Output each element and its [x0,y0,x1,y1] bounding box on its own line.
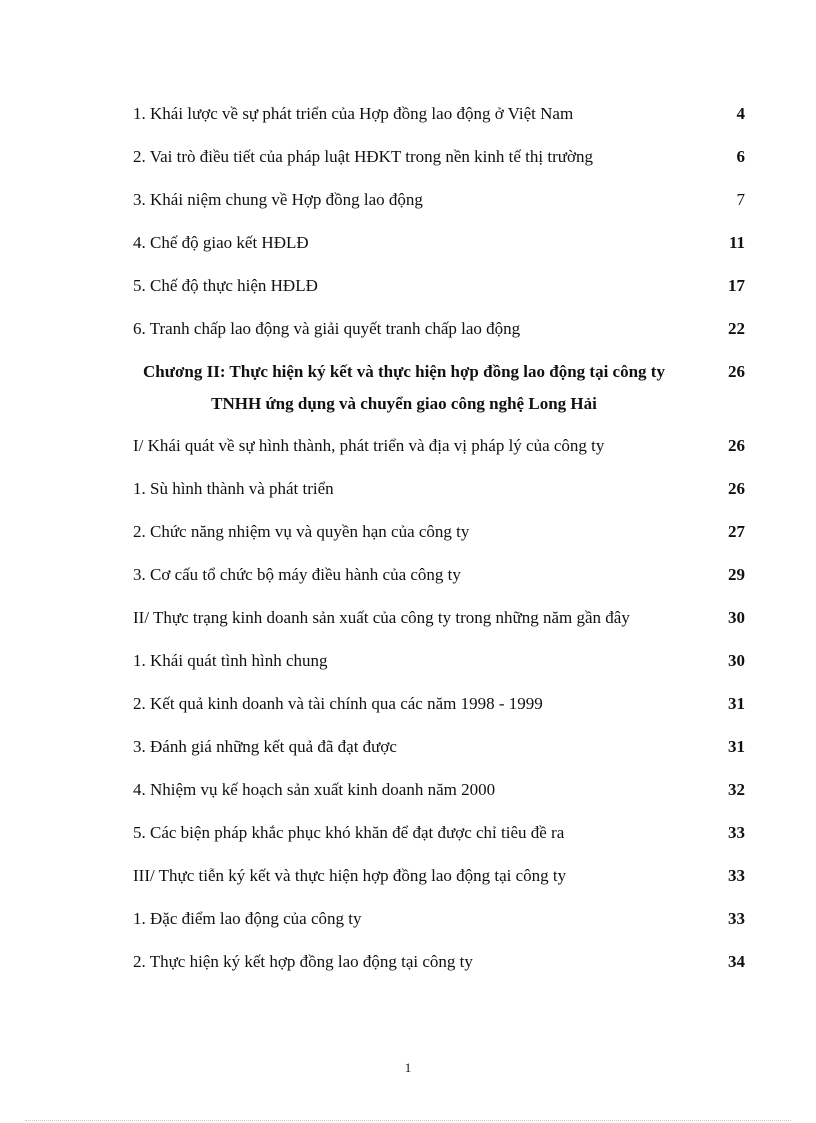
toc-entry-title: 5. Chế độ thực hiện HĐLĐ [133,276,318,295]
toc-entry-page: 31 [728,737,745,756]
toc-entry-title: 2. Vai trò điều tiết của pháp luật HĐKT trong nền kinh tế thị trường [133,147,593,166]
toc-entry-title: I/ Khái quát về sự hình thành, phát triển và địa vị pháp lý của công ty [133,436,605,455]
toc-entry-page: 11 [728,233,745,252]
toc-entry [133,860,745,892]
toc-entry [133,227,745,259]
toc-entry-page: 26 [728,362,745,381]
toc-entry [133,602,745,634]
toc-entry-page: 27 [728,522,745,541]
toc-entry [133,473,745,505]
toc-entry-page: 17 [728,276,745,295]
toc-entry [133,184,745,216]
toc-entry-title: 5. Các biện pháp khắc phục khó khăn để đạt được chỉ tiêu đề ra [133,823,565,842]
toc-entry [133,559,745,591]
toc-entry [133,141,745,173]
toc-entry-title: 3. Đánh giá những kết quả đã đạt được [133,737,397,756]
toc-entry [133,946,745,978]
toc-entry [133,817,745,849]
toc-entry-title: 2. Thực hiện ký kết hợp đồng lao động tại công ty [133,952,473,971]
toc-chapter-heading [133,356,745,420]
page-number: 1 [404,1060,412,1075]
toc-entry-page: 33 [728,909,745,928]
toc-entry-page: 31 [728,694,745,713]
toc-entry-title: 1. Đặc điểm lao động của công ty [133,909,362,928]
toc-entry [133,731,745,763]
toc-entry-title: 4. Nhiệm vụ kế hoạch sản xuất kinh doanh năm 2000 [133,780,496,799]
toc-entry-page: 34 [728,952,745,971]
toc-entry [133,774,745,806]
toc-chapter-title: Chương II: Thực hiện ký kết và thực hiện hợp đồng lao động tại công ty TNHH ứng dụng và chuyển giao công nghệ Long Hải [143,362,665,413]
toc-entry-page: 26 [728,436,745,455]
toc-entry-title: 3. Khái niệm chung về Hợp đồng lao động [133,190,423,209]
toc-entry-page: 30 [728,651,745,670]
toc-entry-page: 7 [736,190,745,209]
toc-entry-page: 29 [728,565,745,584]
toc-entry-page: 32 [728,780,745,799]
toc-entry [133,516,745,548]
table-of-contents [133,98,745,989]
toc-entry-title: 3. Cơ cấu tổ chức bộ máy điều hành của công ty [133,565,461,584]
toc-entry-page: 4 [736,104,745,123]
toc-entry [133,645,745,677]
toc-entry-title: 1. Khái lược về sự phát triển của Hợp đồng lao động ở Việt Nam [133,104,574,123]
toc-entry-title: 2. Kết quả kinh doanh và tài chính qua các năm 1998 - 1999 [133,694,543,713]
toc-entry [133,313,745,345]
toc-entry-title: 6. Tranh chấp lao động và giải quyết tranh chấp lao động [133,319,521,338]
toc-entry [133,98,745,130]
toc-entry-title: 1. Khái quát tình hình chung [133,651,328,670]
toc-entry-title: 2. Chức năng nhiệm vụ và quyền hạn của công ty [133,522,470,541]
toc-entry-page: 33 [728,823,745,842]
toc-entry-page: 26 [728,479,745,498]
toc-entry [133,903,745,935]
toc-entry-page: 22 [728,319,745,338]
toc-entry-title: II/ Thực trạng kinh doanh sản xuất của công ty trong những năm gần đây [133,608,630,627]
toc-entry-title: 4. Chế độ giao kết HĐLĐ [133,233,309,252]
toc-entry-page: 33 [728,866,745,885]
toc-entry-page: 6 [736,147,745,166]
toc-entry [133,688,745,720]
toc-entry-page: 30 [728,608,745,627]
page-bottom-divider [25,1120,791,1121]
toc-entry-title: 1. Sù hình thành và phát triển [133,479,334,498]
toc-entry-title: III/ Thực tiễn ký kết và thực hiện hợp đồng lao động tại công ty [133,866,567,885]
toc-entry [133,270,745,302]
toc-entry [133,430,745,462]
